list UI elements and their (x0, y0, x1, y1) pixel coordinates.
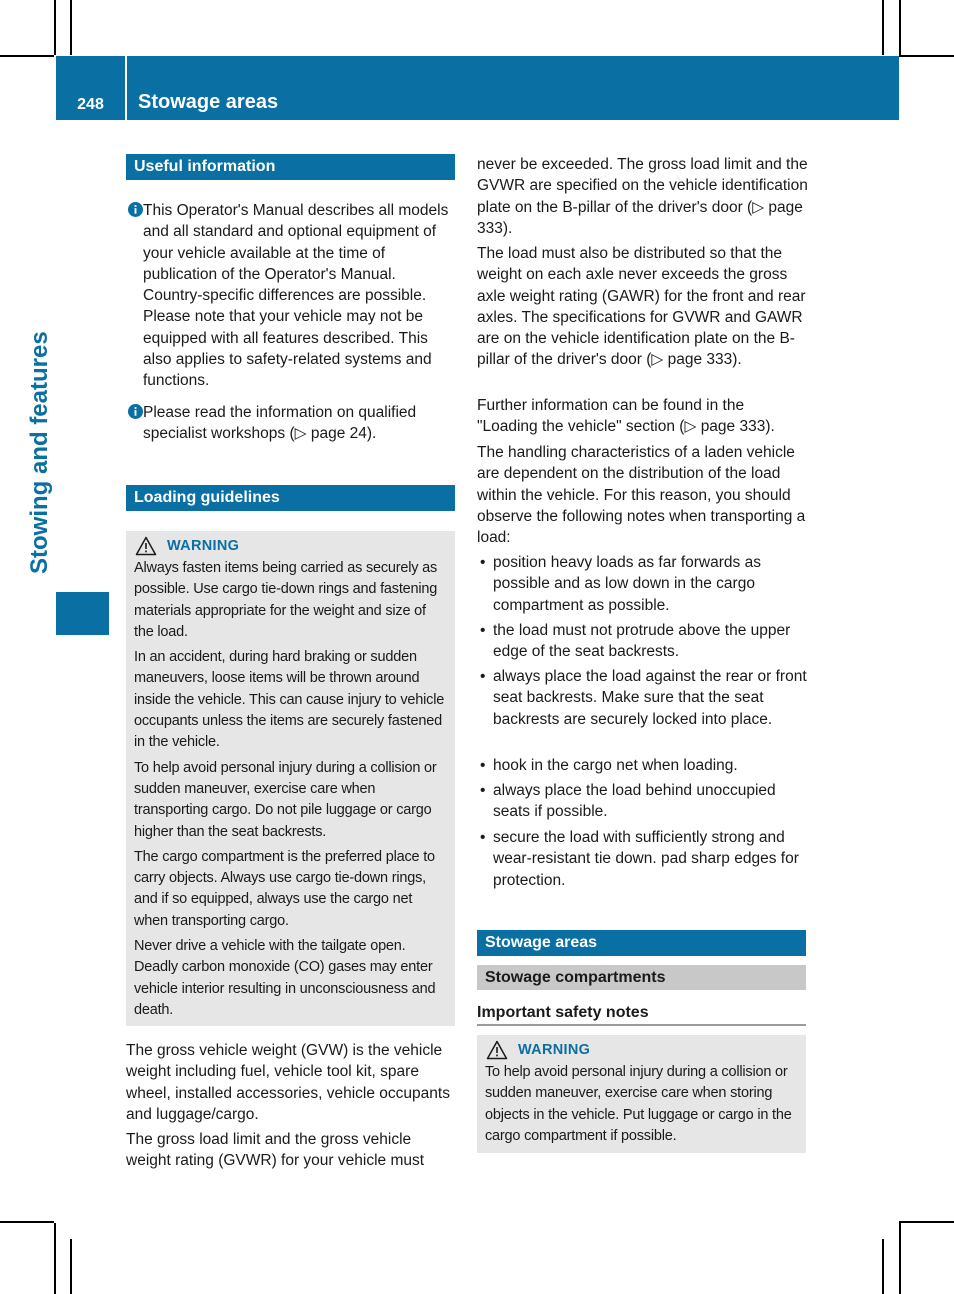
warning-paragraph: Never drive a vehicle with the tailgate open. Deadly carbon monoxide (CO) gases may enter vehicle interior resulting in unconsciousness and death. (134, 938, 436, 1018)
warning-header (134, 536, 447, 556)
info-icon (128, 404, 143, 419)
info-icon (128, 202, 143, 217)
info-note (126, 402, 458, 445)
crop-mark (70, 0, 72, 55)
crop-mark (899, 1221, 954, 1223)
list-item: • position heavy loads as far forwards as possible and as low down in the cargo compartment as possible. (477, 552, 809, 616)
warning-triangle-icon (486, 1040, 508, 1060)
warning-paragraph: To help avoid personal injury during a collision or sudden maneuver, exercise care when storing objects in the vehicle. Put luggage or cargo in the cargo compartment if possible. (485, 1064, 792, 1144)
body-paragraph: Further information can be found in the "Loading the vehicle" section (▷ page 333). (477, 397, 775, 436)
body-paragraph: The load must also be distributed so that the weight on each axle never exceeds the gross axle weight rating (GAWR) for the front and rear axles. The specifications for GVWR and GAWR are on the vehicle identification plate on the B-pillar of the driver's door (▷ page 333). (477, 245, 806, 369)
safety-notes-heading: Important safety notes (477, 1004, 649, 1021)
warning-paragraph: To help avoid personal injury during a collision or sudden maneuver, exercise care when transporting cargo. Do not pile luggage or cargo higher than the seat backrests. (134, 759, 437, 840)
section-heading-stowage-areas: Stowage areas (477, 930, 806, 956)
subsection-heading-stowage-compartments: Stowage compartments (477, 965, 806, 990)
warning-paragraph: The cargo compartment is the preferred place to carry objects. Always use cargo tie-down rings, and if so equipped, always use the cargo net when transporting cargo. (134, 848, 435, 929)
info-note-text: This Operator's Manual describes all models and all standard and optional equipment of your vehicle available at the time of publication of the Operator's Manual. Country-specific differences are possible. Please note that your vehicle may not be equipped with all features described. This also applies to safety-related systems and functions. (143, 202, 449, 390)
chapter-tab (26, 120, 109, 592)
info-note-text: Please read the information on qualified specialist workshops (▷ page 24). (143, 404, 417, 443)
crop-mark (899, 55, 954, 57)
chapter-tab-marker (56, 592, 109, 635)
warning-triangle-icon (135, 536, 157, 556)
warning-header (485, 1040, 798, 1060)
warning-title: WARNING (167, 538, 240, 554)
warning-box (126, 531, 455, 1026)
crop-mark (899, 1223, 901, 1294)
section-heading-loading-guidelines: Loading guidelines (126, 485, 455, 511)
list-item: • the load must not protrude above the upper edge of the seat backrests. (477, 620, 809, 663)
list-item: • secure the load with sufficiently strong and wear-resistant tie down. pad sharp edges for protection. (477, 827, 809, 891)
crop-mark (882, 1239, 884, 1294)
warning-paragraph: Always fasten items being carried as securely as possible. Use cargo tie-down rings and fastening materials appropriate for the weight and size of the load. (134, 560, 438, 640)
crop-mark (70, 1239, 72, 1294)
page-number: 248 (77, 96, 104, 113)
heading-rule (477, 1024, 806, 1026)
warning-paragraph: In an accident, during hard braking or sudden maneuvers, loose items will be thrown around inside the vehicle. This can cause injury to vehicle occupants unless the items are securely fastened in the vehicle. (134, 649, 445, 751)
section-heading-useful-information: Useful information (126, 154, 455, 180)
warning-title: WARNING (518, 1042, 591, 1058)
crop-mark (0, 1221, 54, 1223)
body-paragraph: The gross vehicle weight (GVW) is the vehicle weight including fuel, vehicle tool kit, spare wheel, installed accessories, vehicle occupants and luggage/cargo. (126, 1042, 450, 1123)
body-paragraph: The gross load limit and the gross vehicle weight rating (GVWR) for your vehicle must (126, 1131, 425, 1170)
list-item: • always place the load behind unoccupied seats if possible. (477, 780, 809, 823)
list-item: • hook in the cargo net when loading. (477, 755, 809, 776)
page-title: Stowage areas (138, 91, 279, 113)
list-item: • always place the load against the rear or front seat backrests. Make sure that the seat backrests are securely locked into place. (477, 666, 809, 730)
warning-box (477, 1035, 806, 1153)
chapter-tab-label: Stowing and features (26, 331, 53, 574)
body-paragraph: never be exceeded. The gross load limit and the GVWR are specified on the vehicle identification plate on the B-pillar of the driver's door (▷ page 333). (477, 156, 808, 237)
crop-mark (54, 0, 56, 55)
body-paragraph: The handling characteristics of a laden vehicle are dependent on the distribution of the load within the vehicle. For this reason, you should observe the following notes when transporting a load: (477, 444, 806, 547)
crop-mark (54, 1223, 56, 1294)
info-note (126, 200, 458, 392)
crop-mark (899, 0, 901, 55)
crop-mark (0, 55, 54, 57)
header-divider (125, 56, 127, 120)
crop-mark (882, 0, 884, 55)
